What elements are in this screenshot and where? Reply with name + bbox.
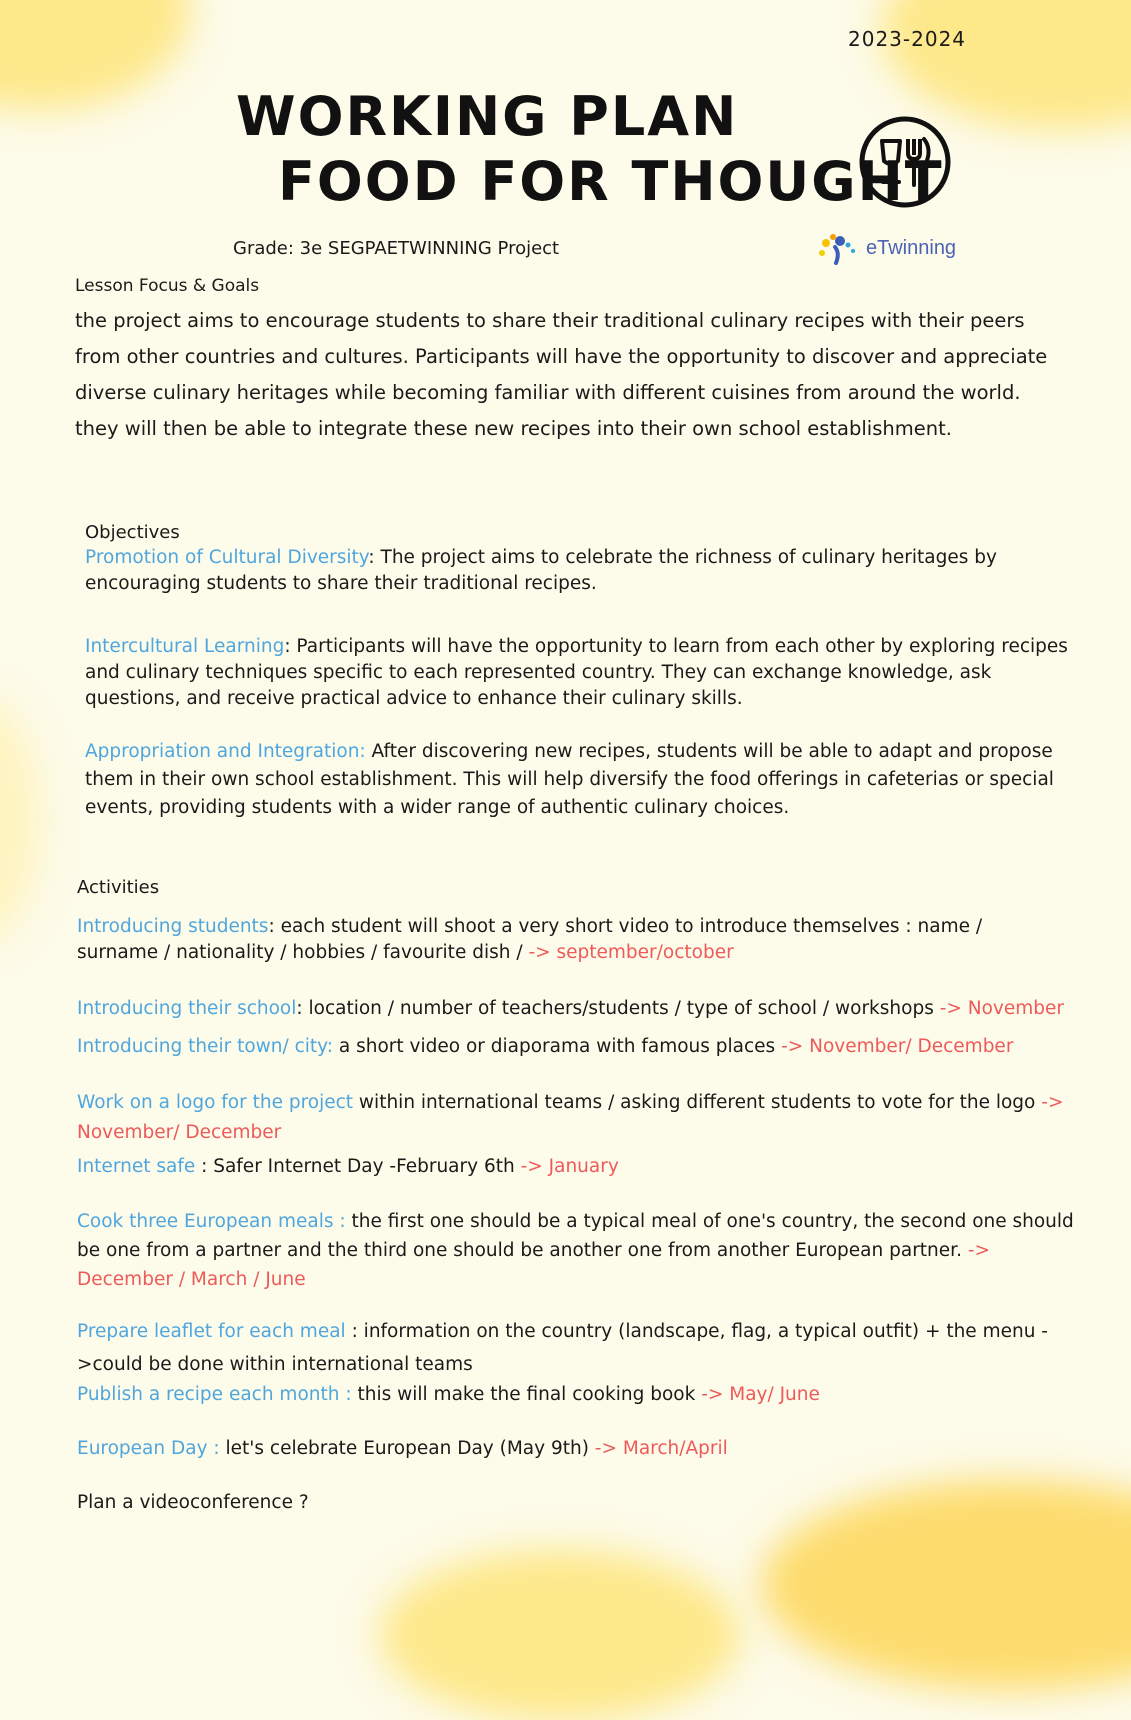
activity-item	[77, 1154, 1067, 1180]
objective-title: Appropriation and Integration:	[85, 741, 366, 762]
objective-text: : Participants will have the opportunity to learn from each other by exploring recipes and culinary techniques specific to each represented country. They can exchange knowledge, ask questions, and receive practical advice to enhance their culinary skills.	[85, 636, 1068, 709]
activity-date: -> December / March / June	[77, 1240, 991, 1290]
objective-item	[85, 545, 1045, 597]
activity-text: : each student will shoot a very short video to introduce themselves : name / surname / nationality / hobbies / favourite dish /	[77, 916, 983, 963]
activity-date: -> september/october	[528, 942, 734, 963]
objectives-heading: Objectives	[85, 522, 180, 543]
activity-date: -> November	[939, 998, 1065, 1019]
page-title-line1: WORKING PLAN	[236, 85, 739, 148]
objective-item	[85, 634, 1080, 712]
activity-item	[77, 1207, 1077, 1294]
decor-blob	[0, 700, 40, 940]
activity-title: Introducing their town/ city:	[77, 1036, 334, 1057]
school-year: 2023-2024	[848, 27, 967, 51]
activity-title: Publish a recipe each month :	[77, 1384, 352, 1405]
activity-item	[77, 1034, 1077, 1060]
lesson-focus-heading: Lesson Focus & Goals	[75, 276, 260, 296]
objective-item	[85, 738, 1065, 822]
activity-date: -> March/April	[594, 1438, 728, 1459]
activity-text: Plan a videoconference ?	[77, 1492, 309, 1513]
activity-title: Cook three European meals :	[77, 1211, 346, 1232]
etwinning-logo-icon	[818, 231, 860, 265]
activity-item	[77, 914, 1067, 966]
activity-text: the first one should be a typical meal of one's country, the second one should be one from a partner and the third one should be another one from another European partner.	[77, 1211, 1074, 1261]
etwinning-label: eTwinning	[866, 236, 957, 259]
page-title-line2: FOOD FOR THOUGHT	[278, 150, 944, 213]
activity-date: -> November/ December	[77, 1092, 1064, 1143]
grade-line: Grade: 3e SEGPAETWINNING Project	[233, 238, 560, 259]
activity-item	[77, 1088, 1067, 1148]
food-safe-glass-fork-icon	[858, 115, 952, 209]
decor-blob	[881, 0, 1131, 130]
activity-text: : Safer Internet Day -February 6th	[195, 1156, 521, 1177]
lesson-focus-body: the project aims to encourage students to share their traditional culinary recipes with their peers from other countries and cultures. Participants will have the opportunity to discover and appreciate diverse culinary heritages while becoming familiar with different cuisines from around the world. they will then be able to integrate these new recipes into their own school establishment.	[75, 309, 1048, 440]
activity-title: Internet safe	[77, 1156, 196, 1177]
activity-date: -> May/ June	[701, 1384, 820, 1405]
decor-blob	[0, 0, 190, 110]
objective-title: Intercultural Learning	[85, 636, 285, 657]
activity-title: European Day :	[77, 1438, 220, 1459]
objective-text: : The project aims to celebrate the richness of culinary heritages by encouraging students to share their traditional recipes.	[85, 547, 997, 594]
activity-item	[77, 996, 1097, 1022]
decor-blob	[380, 1550, 740, 1720]
activity-text: let's celebrate European Day (May 9th)	[219, 1438, 595, 1459]
activity-title: Prepare leaflet for each meal	[77, 1321, 346, 1342]
activity-text: : information on the country (landscape, flag, a typical outfit) + the menu ->could be done within international teams	[77, 1321, 1048, 1375]
activity-text: this will make the final cooking book	[351, 1384, 702, 1405]
activities-heading: Activities	[77, 877, 160, 898]
activity-item	[77, 1436, 1067, 1462]
activity-text: : location / number of teachers/students / type of school / workshops	[296, 998, 940, 1019]
activity-title: Introducing students	[77, 916, 269, 937]
activity-title: Work on a logo for the project	[77, 1092, 354, 1113]
activity-item	[77, 1382, 1067, 1408]
etwinning-logo	[818, 228, 968, 268]
activity-title: Introducing their school	[77, 998, 297, 1019]
activity-date: -> November/ December	[781, 1036, 1014, 1057]
activity-item	[77, 1315, 1057, 1381]
objective-title: Promotion of Cultural Diversity	[85, 547, 369, 568]
activity-text: within international teams / asking different students to vote for the logo	[353, 1092, 1042, 1113]
activity-text: a short video or diaporama with famous places	[333, 1036, 782, 1057]
objective-text: After discovering new recipes, students will be able to adapt and propose them in their own school establishment. This will help diversify the food offerings in cafeterias or special events, providing students with a wider range of authentic culinary choices.	[85, 741, 1054, 818]
activity-date: -> January	[520, 1156, 619, 1177]
activity-item	[77, 1490, 1067, 1516]
